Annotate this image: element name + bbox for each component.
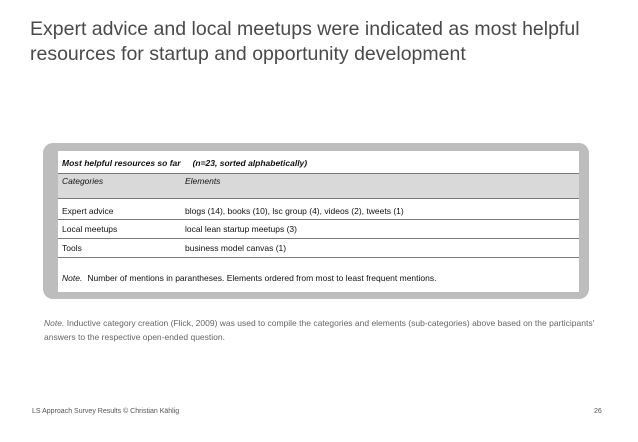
table-note-text: Number of mentions in parantheses. Elements ordered from most to least frequent mentions. xyxy=(87,273,437,283)
table-row xyxy=(58,220,579,239)
table-note-label: Note. xyxy=(62,273,83,283)
footnote-label: Note. xyxy=(44,318,65,328)
row-category: Tools xyxy=(58,239,181,258)
row-elements: blogs (14), books (10), lsc group (4), videos (2), tweets (1) xyxy=(181,199,579,220)
table-header-row xyxy=(58,174,579,199)
table-title: Most helpful resources so far xyxy=(62,158,181,168)
table-note xyxy=(62,271,578,285)
table-row xyxy=(58,199,579,220)
footnote-text: Inductive category creation (Flick, 2009) was used to compile the categories and elements (sub-categories) above based on the participants' answers to the respective open-ended question. xyxy=(44,318,595,342)
footnote xyxy=(44,316,604,344)
page-number: 26 xyxy=(594,408,602,415)
table-subtitle: (n=23, sorted alphabetically) xyxy=(192,158,308,168)
table-header xyxy=(62,154,578,172)
resources-table-panel xyxy=(58,151,579,292)
row-elements: local lean startup meetups (3) xyxy=(181,220,579,239)
column-header-categories: Categories xyxy=(58,174,181,199)
column-header-elements: Elements xyxy=(181,174,579,199)
resources-table xyxy=(58,173,579,258)
table-row xyxy=(58,239,579,258)
footer-copyright: LS Approach Survey Results © Christian Kählig xyxy=(32,408,180,415)
row-category: Expert advice xyxy=(58,199,181,220)
row-category: Local meetups xyxy=(58,220,181,239)
slide-title: Expert advice and local meetups were indicated as most helpful resources for startup and opportunity development xyxy=(30,18,580,65)
row-elements: business model canvas (1) xyxy=(181,239,579,258)
